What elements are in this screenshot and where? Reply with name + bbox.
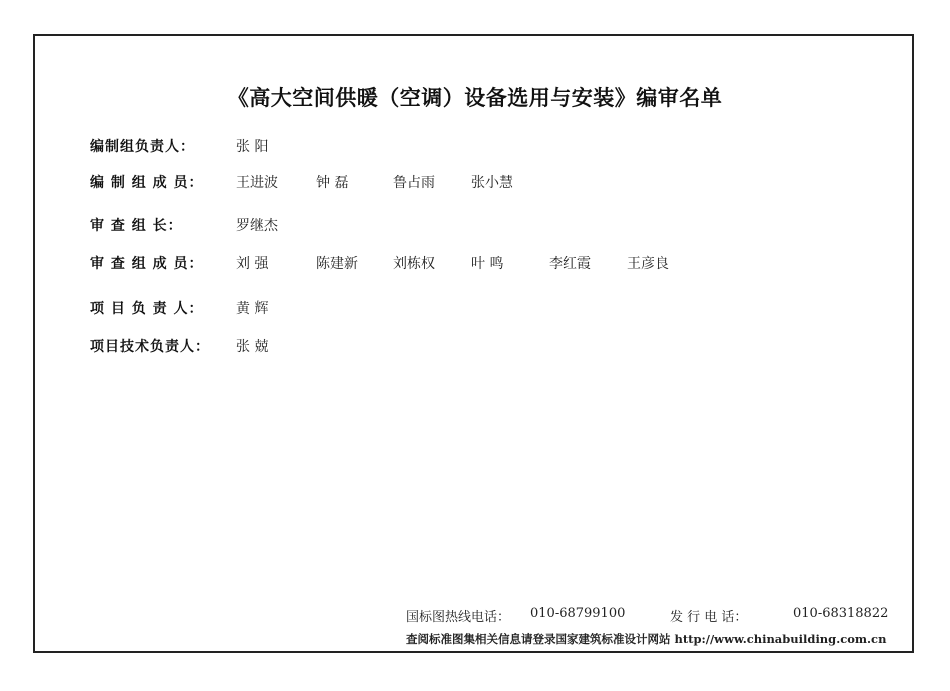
page-title: 《高大空间供暖（空调）设备选用与安装》编审名单 (227, 86, 723, 110)
member-name: 张 阳 (236, 139, 269, 155)
row-label: 项 目 负 责 人： (90, 301, 204, 317)
hotline-number: 010-68799100 (530, 606, 626, 621)
member-name: 刘 强 (236, 256, 269, 272)
member-name: 李红霞 (549, 256, 591, 272)
member-name: 王彦良 (627, 256, 669, 272)
member-name: 鲁占雨 (393, 175, 435, 191)
member-name: 罗继杰 (236, 218, 278, 234)
row-label: 编 制 组 成 员： (90, 175, 204, 191)
row-label: 编制组负责人： (90, 139, 195, 155)
row-label: 审 查 组 长： (90, 218, 183, 234)
distribution-label: 发 行 电 话： (670, 610, 748, 625)
row-label: 项目技术负责人： (90, 339, 210, 355)
member-name: 张小慧 (471, 175, 513, 191)
hotline-label: 国标图热线电话： (406, 610, 511, 625)
member-name: 黄 辉 (236, 301, 269, 317)
distribution-number: 010-68318822 (793, 606, 889, 621)
website-info: 查阅标准图集相关信息请登录国家建筑标准设计网站 http://www.chinabuilding.com.cn (406, 632, 887, 646)
member-name: 叶 鸣 (471, 256, 504, 272)
member-name: 刘栋权 (393, 256, 435, 272)
member-name: 王进波 (236, 175, 278, 191)
member-name: 钟 磊 (316, 175, 349, 191)
row-label: 审 查 组 成 员： (90, 256, 204, 272)
member-name: 陈建新 (316, 256, 358, 272)
member-name: 张 兢 (236, 339, 269, 355)
